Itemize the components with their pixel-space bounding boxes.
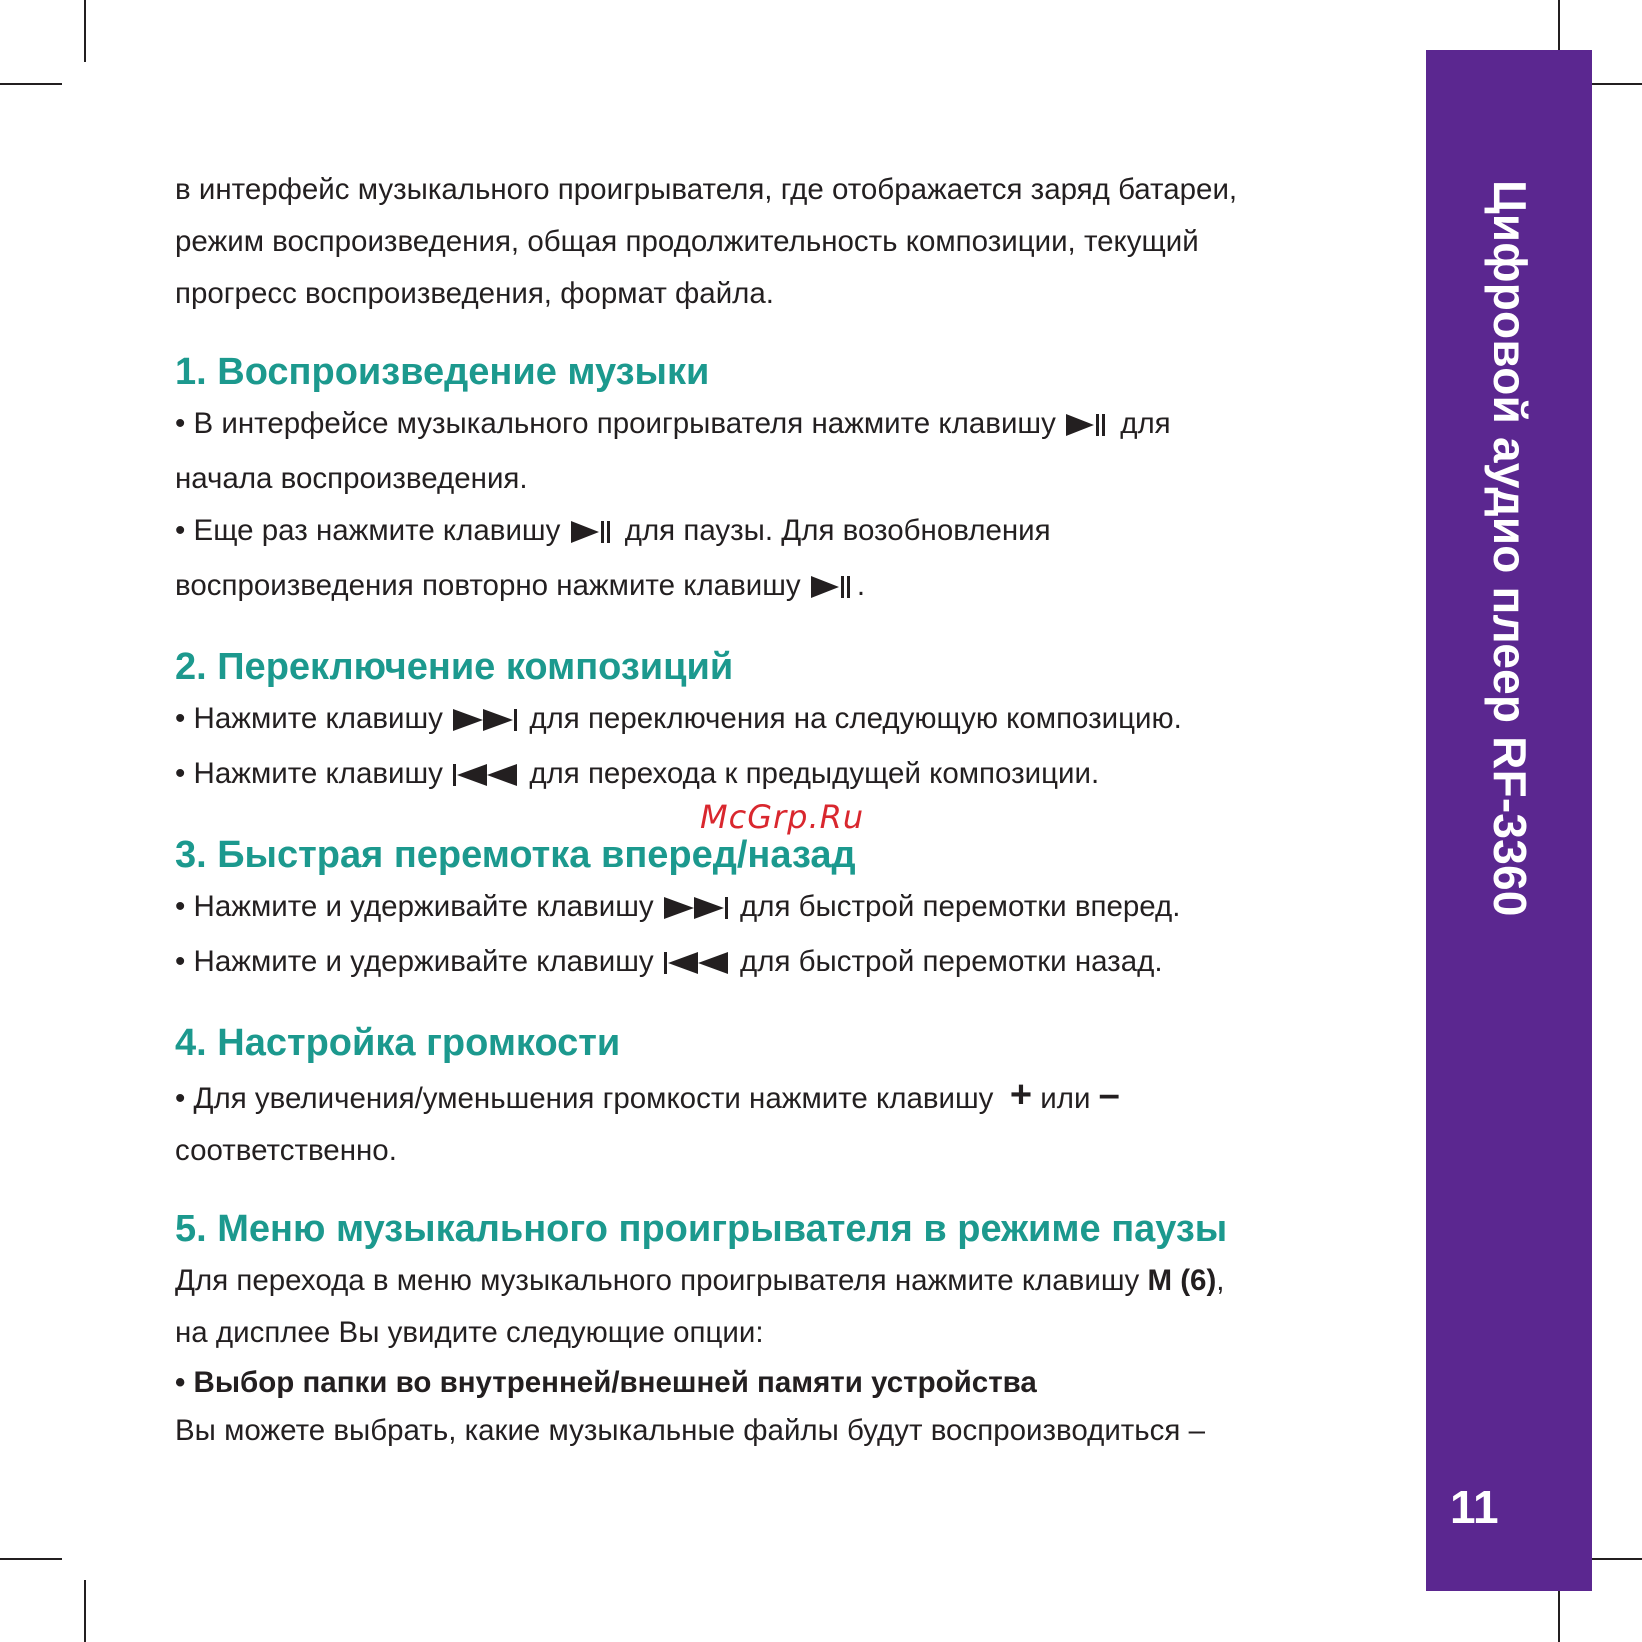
intro-line: в интерфейс музыкального проигрывателя, где отображается заряд батареи,	[175, 173, 1238, 206]
text-line	[175, 398, 1335, 453]
bullet-heading: • Выбор папки во внутренней/внешней памяти устройства	[175, 1366, 1037, 1399]
play-pause-icon	[1066, 401, 1110, 453]
previous-track-icon	[664, 939, 730, 991]
section-heading-volume: 4. Настройка громкости	[175, 1022, 621, 1064]
text-fragment: для переключения на следующую композицию.	[529, 702, 1182, 735]
text-fragment: • Нажмите и удерживайте клавишу	[175, 945, 654, 978]
section-heading-pause-menu: 5. Меню музыкального проигрывателя в режиме паузы	[175, 1208, 1228, 1250]
text-line: соответственно.	[175, 1134, 397, 1167]
sidebar-title: Цифровой аудио плеер RF-3360	[1484, 180, 1536, 917]
text-line	[175, 560, 1335, 615]
text-line	[175, 748, 1335, 803]
text-line: Вы можете выбрать, какие музыкальные файлы будут воспроизводиться –	[175, 1414, 1206, 1447]
text-fragment: • Нажмите клавишу	[175, 702, 443, 735]
section-heading-track-switch: 2. Переключение композиций	[175, 646, 734, 688]
text-fragment: • В интерфейсе музыкального проигрывателя нажмите клавишу	[175, 407, 1056, 440]
next-track-icon	[453, 696, 519, 748]
plus-key-label: +	[1009, 1074, 1033, 1116]
crop-mark	[84, 0, 86, 62]
play-pause-icon	[571, 508, 615, 560]
previous-track-icon	[453, 751, 519, 803]
watermark: McGrp.Ru	[700, 798, 865, 836]
text-fragment: Для перехода в меню музыкального проигрывателя нажмите клавишу	[175, 1264, 1140, 1297]
next-track-icon	[664, 884, 730, 936]
text-fragment: для паузы. Для возобновления	[624, 514, 1051, 547]
text-fragment: • Нажмите клавишу	[175, 757, 443, 790]
text-fragment: воспроизведения повторно нажмите клавишу	[175, 569, 801, 602]
crop-mark	[84, 1580, 86, 1642]
page-number: 11	[1450, 1481, 1499, 1533]
menu-key-label: M (6)	[1147, 1264, 1217, 1297]
crop-mark	[0, 1558, 62, 1560]
intro-paragraph	[175, 164, 1335, 320]
text-line	[175, 693, 1335, 748]
text-fragment: • Еще раз нажмите клавишу	[175, 514, 561, 547]
text-fragment: ,	[1216, 1264, 1225, 1297]
text-fragment: для быстрой перемотки вперед.	[740, 890, 1181, 923]
section-heading-playback: 1. Воспроизведение музыки	[175, 351, 710, 393]
crop-mark	[0, 83, 62, 85]
text-fragment: для быстрой перемотки назад.	[740, 945, 1163, 978]
intro-line: режим воспроизведения, общая продолжительность композиции, текущий	[175, 225, 1199, 258]
text-line: на дисплее Вы увидите следующие опции:	[175, 1316, 764, 1349]
text-line	[175, 1255, 1335, 1307]
text-fragment: .	[856, 569, 866, 602]
text-fragment: • Для увеличения/уменьшения громкости нажмите клавишу	[175, 1082, 994, 1115]
minus-key-label: –	[1098, 1074, 1120, 1116]
text-line	[175, 881, 1335, 936]
text-fragment: • Нажмите и удерживайте клавишу	[175, 890, 654, 923]
text-line	[175, 936, 1335, 991]
text-line: начала воспроизведения.	[175, 462, 528, 495]
text-fragment: для	[1120, 407, 1171, 440]
play-pause-icon	[811, 563, 855, 615]
text-line	[175, 505, 1335, 560]
text-fragment: для перехода к предыдущей композиции.	[529, 757, 1100, 790]
section-heading-fast-seek: 3. Быстрая перемотка вперед/назад	[175, 834, 856, 876]
text-fragment: или	[1040, 1082, 1091, 1115]
text-line	[175, 1069, 1335, 1125]
intro-line: прогресс воспроизведения, формат файла.	[175, 277, 775, 310]
